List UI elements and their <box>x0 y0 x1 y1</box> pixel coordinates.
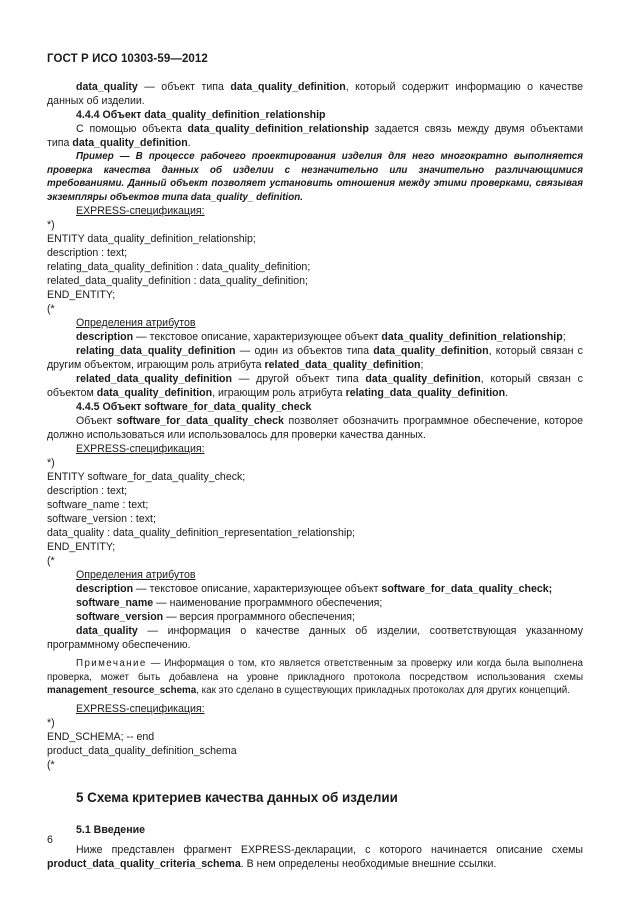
text: — другой объект типа <box>232 373 366 385</box>
code-line: product_data_quality_definition_schema <box>47 744 237 757</box>
attribute-definition <box>47 624 583 652</box>
text: , как это сделано в существующих прикладных протоколах для других концепций. <box>196 685 571 696</box>
code-line: *) <box>47 457 55 469</box>
term: data_quality_definition <box>72 137 188 149</box>
section-heading-4-4-4: 4.4.4 Объект data_quality_definition_relationship <box>76 109 326 121</box>
term: relating_data_quality_definition <box>76 345 236 357</box>
term: data_quality_definition <box>96 387 213 399</box>
text: , который связан с объектом <box>47 373 583 399</box>
term: product_data_quality_criteria_schema <box>47 857 241 870</box>
term: data_quality_definition <box>373 345 489 357</box>
code-line: description : text; <box>47 485 128 497</box>
express-code-block <box>47 456 583 568</box>
term: data_quality <box>76 81 138 93</box>
text: Объект <box>76 415 117 427</box>
term: software_version <box>76 611 164 623</box>
page-number: 6 <box>47 834 53 846</box>
text: , который содержит информацию о качестве данных об изделии. <box>47 81 583 107</box>
text: С помощью объекта <box>76 123 188 135</box>
attribute-definition <box>47 610 583 624</box>
text: — текстовое описание, характеризующее объект <box>133 331 382 343</box>
text: . <box>187 137 191 149</box>
code-line: software_name : text; <box>47 499 149 511</box>
term: software_for_data_quality_check <box>116 415 284 427</box>
term: software_name <box>76 597 154 609</box>
text: — наименование программного обеспечения; <box>153 597 383 609</box>
text: . В нем определены необходимые внешние ссылки. <box>240 857 497 870</box>
code-line: data_quality : data_quality_definition_representation_relationship; <box>47 527 356 539</box>
express-spec-label: EXPRESS-спецификация: <box>76 443 205 455</box>
code-line: (* <box>47 758 55 771</box>
paragraph <box>47 414 583 442</box>
attribute-definitions-label: Определения атрибутов <box>76 569 196 581</box>
attribute-definition <box>47 372 583 400</box>
code-line: description : text; <box>47 247 128 259</box>
section-heading-5: 5 Схема критериев качества данных об изделии <box>76 789 398 805</box>
note-label: Примечание <box>76 658 147 669</box>
code-line: ENTITY data_quality_definition_relationship; <box>47 233 256 245</box>
term: software_for_data_quality_check; <box>381 583 553 595</box>
code-line: related_data_quality_definition : data_quality_definition; <box>47 275 308 287</box>
text: позволяет обозначить программное обеспечение, которое должно использоваться или использовалось для проверки качества данных. <box>47 415 583 441</box>
text: задается связь между двумя объектами типа <box>47 123 584 149</box>
paragraph <box>47 80 583 108</box>
paragraph <box>47 122 583 150</box>
text: , который связан с другим объектом, играющим роль атрибута <box>47 345 583 371</box>
term: description <box>76 331 134 343</box>
example-note: Пример — В процессе рабочего проектирования изделия для него многократно выполняется проверка качества данных об изделии с незначительно или значительно различающимися требованиями. Данный объект позволяет установить отношения между этими проверками, связывая экземпляры объектов типа data_quality_ definition. <box>47 151 583 203</box>
section-heading-4-4-5: 4.4.5 Объект software_for_data_quality_check <box>76 401 312 413</box>
code-line: (* <box>47 555 55 567</box>
text: — объект типа <box>137 81 231 93</box>
code-line: END_ENTITY; <box>47 289 116 301</box>
term: relating_data_quality_definition <box>345 387 506 399</box>
attribute-definition <box>47 582 583 596</box>
attribute-definition <box>47 596 583 610</box>
text: ; <box>562 331 566 343</box>
text: , играющим роль атрибута <box>212 387 346 399</box>
term: data_quality_definition <box>365 373 481 385</box>
express-spec-label: EXPRESS-спецификация: <box>76 702 205 715</box>
code-line: END_SCHEMA; -- end <box>47 730 155 743</box>
code-line: (* <box>47 303 55 315</box>
text: — Информация о том, кто является ответственным за проверку или когда была выполнена проверка, может быть добавлена на уровне прикладного протокола посредством использования схемы <box>47 658 583 683</box>
express-code-block <box>47 716 583 772</box>
code-line: *) <box>47 716 55 729</box>
term: data_quality_definition <box>230 81 346 93</box>
code-line: relating_data_quality_definition : data_quality_definition; <box>47 261 311 273</box>
express-spec-label: EXPRESS-спецификация: <box>76 205 205 217</box>
term: management_resource_schema <box>47 685 197 696</box>
code-line: END_ENTITY; <box>47 541 116 553</box>
express-code-block <box>47 218 583 316</box>
text: — версия программного обеспечения; <box>163 611 355 623</box>
text: — текстовое описание, характеризующее объект <box>133 583 382 595</box>
text: — один из объектов типа <box>235 345 374 357</box>
page-body <box>47 80 583 871</box>
attribute-definition <box>47 330 583 344</box>
term: data_quality_definition_relationship <box>381 331 563 343</box>
paragraph <box>47 843 583 871</box>
text: . <box>505 387 509 399</box>
code-line: *) <box>47 219 55 231</box>
text: Ниже представлен фрагмент EXPRESS-декларации, с которого начинается описание схемы <box>76 843 583 856</box>
term: related_data_quality_definition <box>264 359 421 371</box>
term: data_quality_definition_relationship <box>187 123 369 135</box>
note <box>47 657 583 698</box>
section-heading-5-1: 5.1 Введение <box>76 823 146 836</box>
text: — информация о качестве данных об изделии, соответствующая указанному программному обеспечению. <box>47 625 583 651</box>
term: data_quality <box>76 625 138 637</box>
attribute-definition <box>47 344 583 372</box>
code-line: ENTITY software_for_data_quality_check; <box>47 471 246 483</box>
code-line: software_version : text; <box>47 513 156 525</box>
document-header: ГОСТ Р ИСО 10303-59—2012 <box>47 53 208 65</box>
term: related_data_quality_definition <box>76 373 232 385</box>
attribute-definitions-label: Определения атрибутов <box>76 317 196 329</box>
term: description <box>76 583 134 595</box>
text: ; <box>420 359 424 371</box>
